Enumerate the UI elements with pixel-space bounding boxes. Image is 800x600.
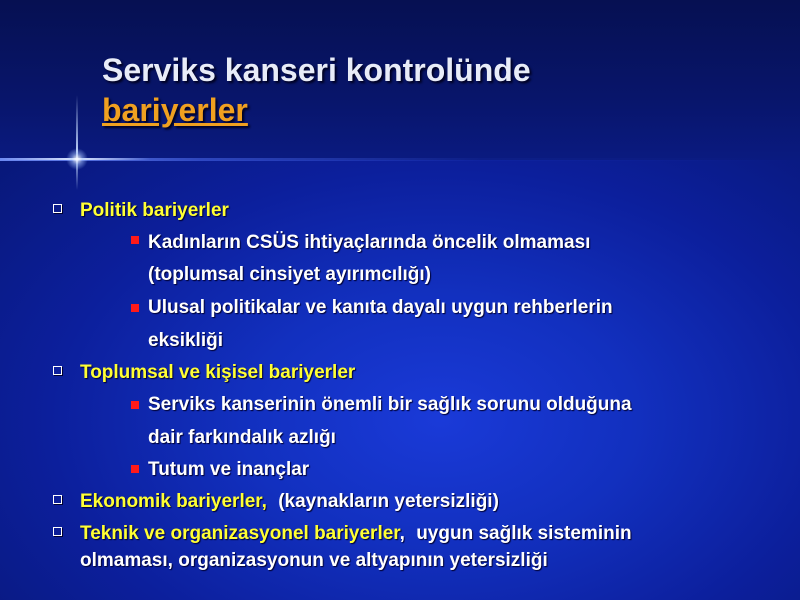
- square-bullet-icon: [53, 527, 62, 536]
- sub-bullet-continuation: dair farkındalık azlığı: [148, 427, 336, 448]
- bullet-teknik-detail: uygun sağlık sisteminin: [416, 523, 632, 544]
- sub-bullet-continuation: eksikliği: [148, 330, 223, 351]
- bullet-politik: Politik bariyerler: [80, 200, 229, 221]
- bullet-teknik-continuation: olmaması, organizasyonun ve altyapının yetersizliği: [80, 550, 548, 571]
- bullet-toplumsal: Toplumsal ve kişisel bariyerler: [80, 362, 356, 383]
- sub-bullet-text: Kadınların CSÜS ihtiyaçlarında öncelik olmaması: [148, 232, 591, 253]
- sub-bullet-text: Tutum ve inançlar: [148, 459, 310, 480]
- red-square-bullet-icon: [131, 236, 139, 244]
- light-flare-vertical: [76, 95, 78, 190]
- bullet-teknik: [80, 522, 632, 546]
- title-line-2: bariyerler: [102, 92, 248, 128]
- bullet-teknik-comma: ,: [399, 523, 405, 544]
- bullet-ekonomik: [80, 490, 499, 514]
- red-square-bullet-icon: [131, 465, 139, 473]
- bullet-ekonomik-label: Ekonomik bariyerler,: [80, 491, 267, 512]
- red-square-bullet-icon: [131, 401, 139, 409]
- bullet-ekonomik-detail: (kaynakların yetersizliği): [278, 491, 499, 512]
- sub-bullet-text: Serviks kanserinin önemli bir sağlık sorunu olduğuna: [148, 394, 632, 415]
- sub-bullet-continuation: (toplumsal cinsiyet ayırımcılığı): [148, 264, 431, 285]
- square-bullet-icon: [53, 366, 62, 375]
- square-bullet-icon: [53, 204, 62, 213]
- red-square-bullet-icon: [131, 304, 139, 312]
- square-bullet-icon: [53, 495, 62, 504]
- title-line-1: Serviks kanseri kontrolünde: [102, 52, 531, 88]
- bullet-teknik-label: Teknik ve organizasyonel bariyerler: [80, 523, 400, 544]
- slide-title: [102, 50, 531, 130]
- sub-bullet-text: Ulusal politikalar ve kanıta dayalı uygun rehberlerin: [148, 297, 613, 318]
- light-flare-center: [66, 148, 88, 170]
